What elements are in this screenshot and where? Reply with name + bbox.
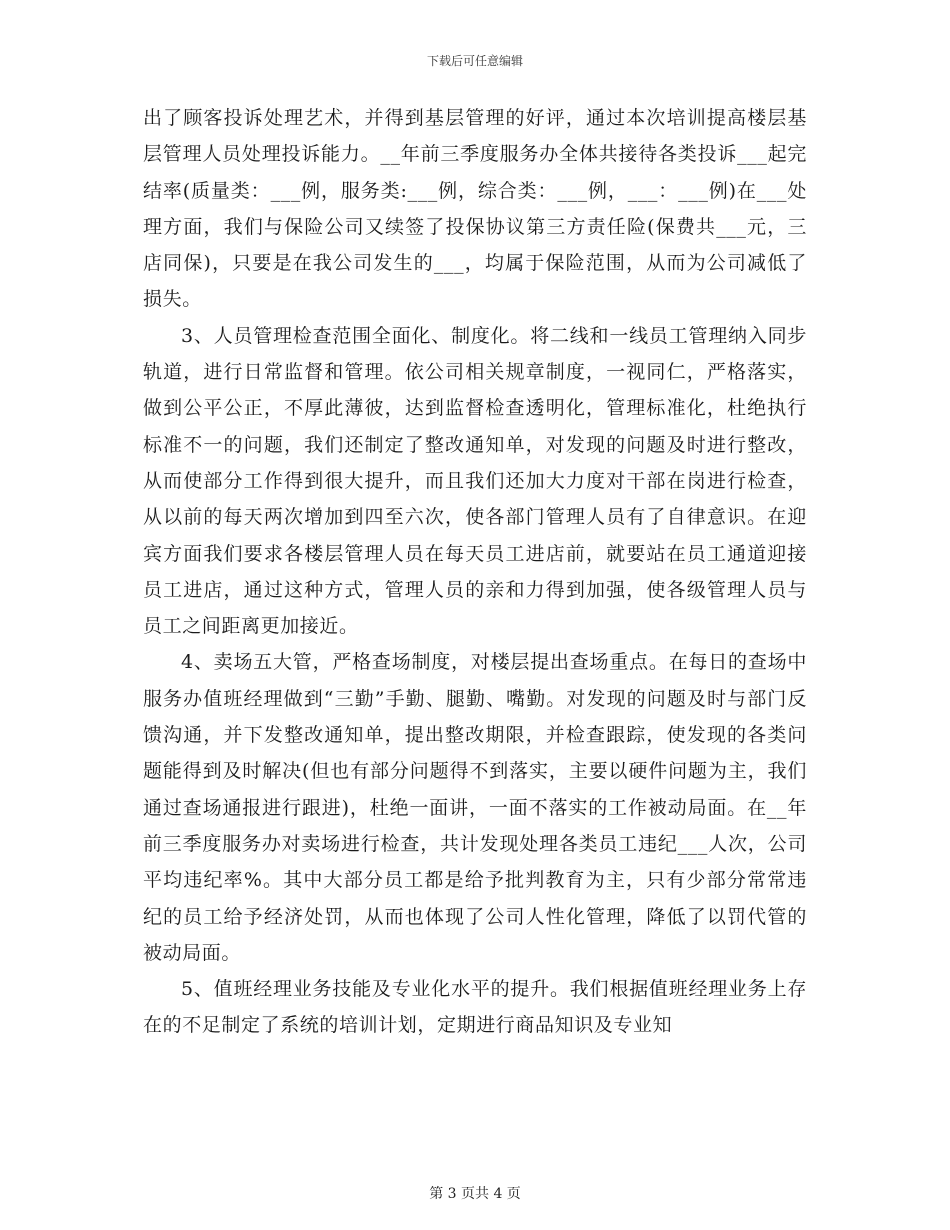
page-header: 下载后可任意编辑 [426, 54, 523, 68]
paragraph-3: 4、卖场五大管，严格查场制度，对楼层提出查场重点。在每日的查场中服务办值班经理做到“三勤”手勤、腿勤、嘴勤。对发现的问题及时与部门反馈沟通，并下发整改通知单，提出整改期限，并检查跟踪，使发现的各类问题能得到及时解决(但也有部分问题得不到落实，主要以硬件问题为主，我们通过查场通报进行跟进)，杜绝一面讲，一面不落实的工作被动局面。在__年前三季度服务办对卖场进行检查，共计发现处理各类员工违纪___人次，公司平均违纪率%。其中大部分员工都是给予批判教育为主，只有少部分常常违纪的员工给予经济处罚，从而也体现了公司人性化管理，降低了以罚代管的被动局面。 [143, 651, 807, 964]
document-body [143, 100, 807, 1044]
page-footer: 第 3 页共 4 页 [429, 1186, 521, 1202]
paragraph-1: 出了顾客投诉处理艺术，并得到基层管理的好评，通过本次培训提高楼层基层管理人员处理投诉能力。__年前三季度服务办全体共接待各类投诉___起完结率(质量类：___例，服务类:___例，综合类：___例，___：___例)在___处理方面，我们与保险公司又续签了投保协议第三方责任险(保费共___元，三店同保)，只要是在我公司发生的___，均属于保险范围，从而为公司减低了损失。 [143, 107, 807, 311]
paragraph-2: 3、人员管理检查范围全面化、制度化。将二线和一线员工管理纳入同步轨道，进行日常监督和管理。依公司相关规章制度，一视同仁，严格落实，做到公平公正，不厚此薄彼，达到监督检查透明化，管理标准化，杜绝执行标准不一的问题，我们还制定了整改通知单，对发现的问题及时进行整改，从而使部分工作得到很大提升，而且我们还加大力度对干部在岗进行检查，从以前的每天两次增加到四至六次，使各部门管理人员有了自律意识。在迎宾方面我们要求各楼层管理人员在每天员工进店前，就要站在员工通道迎接员工进店，通过这种方式，管理人员的亲和力得到加强，使各级管理人员与员工之间距离更加接近。 [143, 324, 807, 638]
paragraph-4: 5、值班经理业务技能及专业化水平的提升。我们根据值班经理业务上存在的不足制定了系统的培训计划，定期进行商品知识及专业知 [143, 978, 807, 1037]
